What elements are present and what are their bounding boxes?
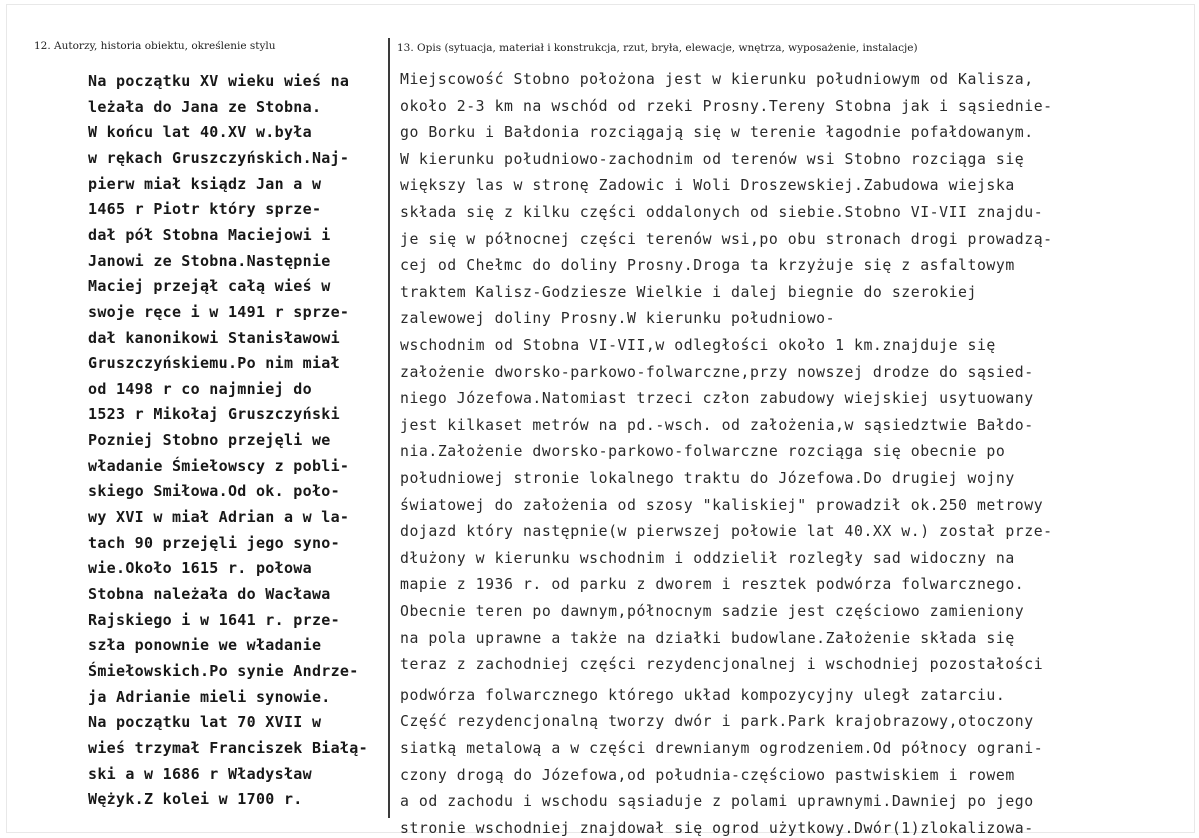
- text-line: szła ponownie we władanie: [88, 636, 322, 655]
- text-line: światowej do założenia od szosy "kaliskiej" prowadził ok.250 metrowy: [400, 496, 1044, 514]
- text-line: leżała do Jana ze Stobna.: [88, 97, 322, 116]
- text-line: je się w północnej części terenów wsi,po obu stronach drogi prowadzą-: [400, 230, 1053, 248]
- text-line: Śmiełowskich.Po synie Andrze-: [88, 661, 359, 680]
- text-line: wie.Około 1615 r. połowa: [88, 559, 312, 578]
- text-line: go Borku i Bałdonia rozciągają się w terenie łagodnie pofałdowanym.: [400, 124, 1034, 142]
- text-line: jest kilkaset metrów na pd.-wsch. od założenia,w sąsiedztwie Bałdo-: [400, 416, 1034, 434]
- text-line: zalewowej doliny Prosny.W kierunku południowo-: [400, 310, 836, 328]
- text-line: władanie Śmiełowscy z pobli-: [88, 456, 350, 475]
- text-line: wschodnim od Stobna VI-VII,w odległości około 1 km.znajduje się: [400, 337, 996, 354]
- text-line: skiego Smiłowa.Od ok. poło-: [88, 482, 340, 501]
- text-line: W końcu lat 40.XV w.była: [88, 123, 312, 142]
- text-line: Janowi ze Stobna.Następnie: [88, 251, 331, 270]
- text-line: W kierunku południowo-zachodnim od terenów wsi Stobno rozciąga się: [400, 150, 1025, 168]
- text-line: teraz z zachodniej części rezydencjonalnej i wschodniej pozostałości: [400, 656, 1044, 674]
- text-line: cej od Chełmc do doliny Prosny.Droga ta krzyżuje się z asfaltowym: [400, 257, 1015, 275]
- text-line: około 2-3 km na wschód od rzeki Prosny.Tereny Stobna jak i sąsiednie-: [400, 97, 1053, 115]
- text-line: podwórza folwarcznego którego układ kompozycyjny uległ zatarciu.: [400, 686, 1006, 704]
- text-line: a od zachodu i wschodu sąsiaduje z polami uprawnymi.Dawniej po jego: [400, 793, 1034, 811]
- section-13-header: 13. Opis (sytuacja, materiał i konstrukcja, rzut, bryła, elewacje, wnętrza, wyposażenie, instalacje): [397, 42, 918, 54]
- text-line: Część rezydencjonalną tworzy dwór i park.Park krajobrazowy,otoczony: [400, 713, 1034, 731]
- text-line: pierw miał ksiądz Jan a w: [88, 174, 322, 193]
- text-line: ski a w 1686 r Władysław: [88, 764, 312, 783]
- text-line: od 1498 r co najmniej do: [88, 379, 312, 398]
- text-line: w rękach Gruszczyńskich.Naj-: [88, 148, 350, 167]
- text-line: tach 90 przejęli jego syno-: [88, 533, 340, 552]
- text-line: Na początku XV wieku wieś na: [88, 72, 350, 90]
- text-line: ja Adrianie mieli synowie.: [88, 687, 331, 706]
- text-line: Pozniej Stobno przejęli we: [88, 431, 331, 450]
- text-line: traktem Kalisz-Godziesze Wielkie i dalej biegnie do szerokiej: [400, 283, 977, 301]
- text-line: Obecnie teren po dawnym,północnym sadzie jest częściowo zamieniony: [400, 603, 1025, 620]
- text-line: nia.Założenie dworsko-parkowo-folwarczne rozciąga się obecnie po: [400, 443, 1006, 461]
- text-line: wy XVI w miał Adrian a w la-: [88, 508, 350, 527]
- text-line: Maciej przejął całą wieś w: [88, 277, 331, 296]
- column-divider: [388, 38, 390, 818]
- text-line: założenie dworsko-parkowo-folwarczne,przy nowszej drodze do sąsied-: [400, 363, 1034, 381]
- text-line: Na początku lat 70 XVII w: [88, 713, 322, 732]
- text-line: Rajskiego i w 1641 r. prze-: [88, 610, 340, 629]
- text-line: mapie z 1936 r. od parku z dworem i resztek podwórza folwarcznego.: [400, 576, 1025, 594]
- text-line: Miejscowość Stobno położona jest w kierunku południowym od Kalisza,: [400, 71, 1034, 88]
- text-line: niego Józefowa.Natomiast trzeci człon zabudowy wiejskiej usytuowany: [400, 390, 1034, 408]
- text-line: południowej stronie lokalnego traktu do Józefowa.Do drugiej wojny: [400, 470, 1015, 487]
- text-line: swoje ręce i w 1491 r sprze-: [88, 302, 350, 321]
- text-line: czony drogą do Józefowa,od południa-częściowo pastwiskiem i rowem: [400, 766, 1015, 784]
- text-line: wieś trzymał Franciszek Białą-: [88, 738, 368, 757]
- text-line: dał pół Stobna Maciejowi i: [88, 225, 331, 244]
- text-line: dojazd który następnie(w pierwszej połowie lat 40.XX w.) został prze-: [400, 523, 1053, 541]
- text-line: dał kanonikowi Stanisławowi: [88, 328, 340, 347]
- text-line: 1523 r Mikołaj Gruszczyński: [88, 405, 340, 424]
- text-line: 1465 r Piotr który sprze-: [88, 200, 322, 219]
- text-line: siatką metalową a w części drewnianym ogrodzeniem.Od północy ograni-: [400, 740, 1044, 757]
- text-line: większy las w stronę Zadowic i Woli Droszewskiej.Zabudowa wiejska: [400, 177, 1015, 195]
- text-line: Wężyk.Z kolei w 1700 r.: [88, 790, 303, 809]
- text-line: na pola uprawne a także na działki budowlane.Założenie składa się: [400, 629, 1015, 647]
- text-line: składa się z kilku części oddalonych od siebie.Stobno VI-VII znajdu-: [400, 204, 1044, 221]
- text-line: stronie wschodniej znajdował się ogrod użytkowy.Dwór(1)zlokalizowa-: [400, 819, 1034, 837]
- section-12-header: 12. Autorzy, historia obiektu, określenie stylu: [34, 40, 276, 52]
- text-line: Gruszczyńskiemu.Po nim miał: [88, 354, 340, 373]
- text-line: Stobna należała do Wacława: [88, 585, 331, 603]
- text-line: dłużony w kierunku wschodnim i oddzielił rozległy sad widoczny na: [400, 549, 1015, 567]
